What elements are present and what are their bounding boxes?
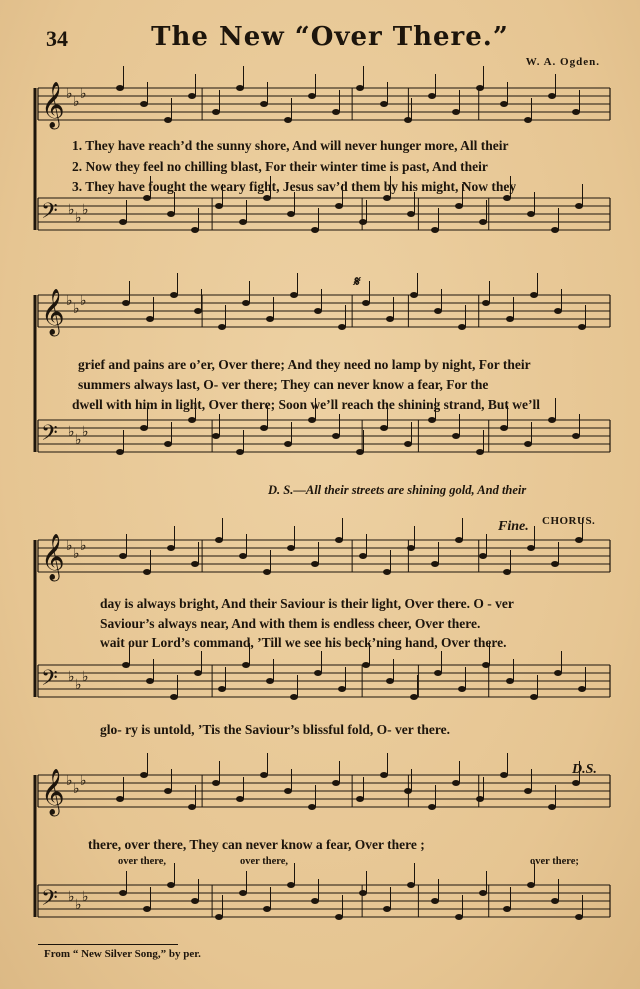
- composer-credit: W. A. Ogden.: [525, 56, 600, 68]
- chorus-lyric-line: there, over there, They can never know a fear, Over there ;: [88, 837, 425, 852]
- ds-text: D. S.—All their streets are shining gold, And their: [268, 483, 527, 497]
- svg-text:𝄢: 𝄢: [41, 421, 58, 451]
- verse-2-line-1: 2. Now they feel no chilling blast, For their winter time is past, And their: [72, 159, 488, 174]
- svg-text:♭: ♭: [68, 203, 75, 218]
- svg-text:♭: ♭: [73, 302, 80, 317]
- echo-over-there-3: over there;: [530, 856, 579, 867]
- svg-text:♭: ♭: [82, 203, 89, 218]
- verse-3-line-1: 3. They have fought the weary fight, Jesus sav’d them by his might, Now they: [72, 179, 517, 194]
- echo-over-there-1: over there,: [118, 856, 167, 867]
- verse-3-line-2: dwell with him in light, Over there; Soon we’ll reach the shining strand, But we’ll: [72, 397, 541, 412]
- svg-text:♭: ♭: [82, 670, 89, 685]
- svg-text:♭: ♭: [73, 547, 80, 562]
- chorus-label: CHORUS.: [542, 515, 596, 527]
- svg-text:𝄞: 𝄞: [41, 769, 65, 815]
- svg-text:♭: ♭: [66, 774, 73, 789]
- song-title: The New “Over There.”: [151, 22, 509, 52]
- verse-2-line-2: summers always last, O- ver there; They can never know a fear, For the: [78, 377, 489, 392]
- source-credit: From “ New Silver Song,” by per.: [44, 948, 201, 960]
- svg-text:♭: ♭: [73, 782, 80, 797]
- verse-1-line-1: 1. They have reach’d the sunny shore, And will never hunger more, All their: [72, 138, 509, 153]
- verse-2-line-3: Saviour’s always near, And with them is endless cheer, Over there.: [100, 616, 481, 631]
- svg-text:♭: ♭: [75, 898, 82, 913]
- svg-text:♭: ♭: [80, 774, 87, 789]
- page-number: 34: [46, 26, 68, 51]
- svg-text:𝄞: 𝄞: [41, 534, 65, 580]
- echo-over-there-2: over there,: [240, 856, 289, 867]
- segno-sign: 𝄋: [353, 275, 360, 290]
- svg-text:♭: ♭: [75, 678, 82, 693]
- verse-1-line-3: day is always bright, And their Saviour is their light, Over there. O - ver: [100, 596, 514, 611]
- svg-text:𝄞: 𝄞: [41, 289, 65, 335]
- svg-text:♭: ♭: [75, 211, 82, 226]
- svg-text:♭: ♭: [80, 294, 87, 309]
- ds-mark: D.S.: [572, 762, 597, 777]
- fine-mark: Fine.: [498, 519, 529, 534]
- verse-1-line-2: grief and pains are o’er, Over there; And they need no lamp by night, For their: [78, 357, 531, 372]
- svg-text:𝄢: 𝄢: [41, 886, 58, 916]
- svg-text:♭: ♭: [66, 539, 73, 554]
- svg-text:♭: ♭: [80, 539, 87, 554]
- svg-text:𝄞: 𝄞: [41, 82, 65, 128]
- ds-lyric-line: glo- ry is untold, ’Tis the Saviour’s blissful fold, O- ver there.: [100, 722, 451, 737]
- svg-text:𝄢: 𝄢: [41, 199, 58, 229]
- verse-3-line-3: wait our Lord’s command, ’Till we see his beck’ning hand, Over there.: [100, 635, 507, 650]
- svg-text:♭: ♭: [66, 294, 73, 309]
- svg-text:♭: ♭: [80, 87, 87, 102]
- svg-text:♭: ♭: [66, 87, 73, 102]
- svg-text:♭: ♭: [73, 95, 80, 110]
- svg-text:♭: ♭: [82, 890, 89, 905]
- svg-text:♭: ♭: [68, 890, 75, 905]
- svg-text:♭: ♭: [82, 425, 89, 440]
- svg-text:♭: ♭: [68, 670, 75, 685]
- svg-text:♭: ♭: [68, 425, 75, 440]
- svg-text:♭: ♭: [75, 433, 82, 448]
- footer-rule: [38, 944, 178, 945]
- svg-text:𝄢: 𝄢: [41, 666, 58, 696]
